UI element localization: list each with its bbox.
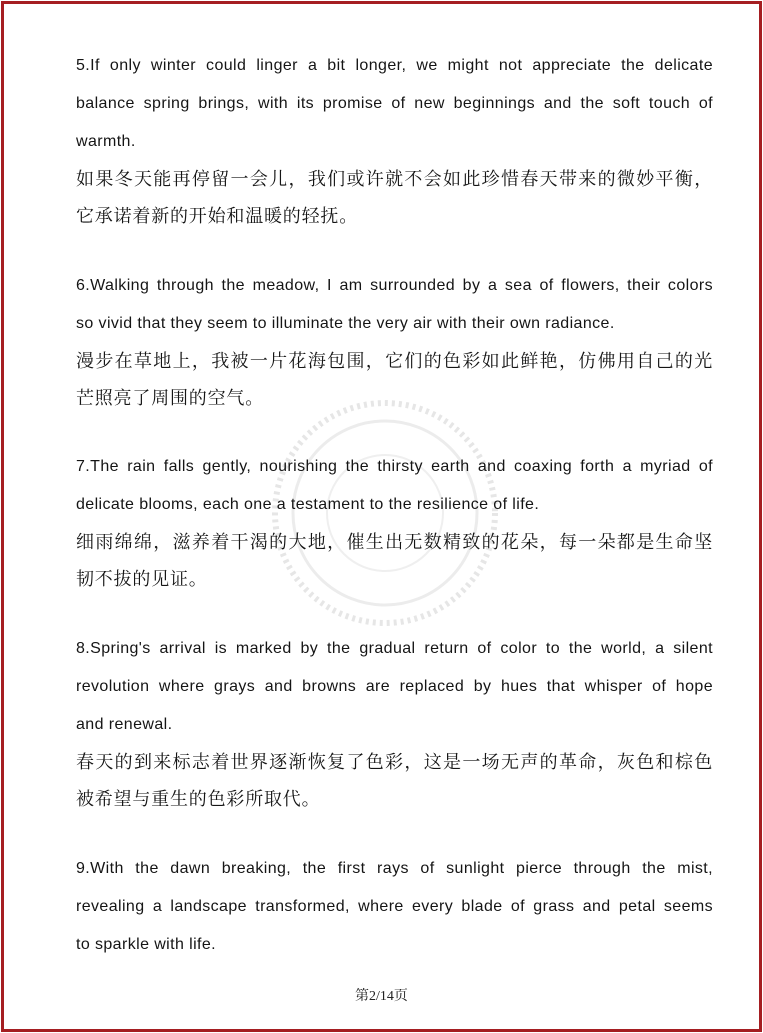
sentence-item-6 [76, 267, 713, 417]
item-5-english-line-2: balance spring brings, with its promise of new beginnings and the soft touch of [76, 95, 713, 112]
item-5-chinese-line-1: 如果冬天能再停留一会儿，我们或许就不会如此珍惜春天带来的微妙平衡， [76, 169, 713, 190]
item-6-chinese-line-2: 芒照亮了周围的空气。 [76, 388, 264, 409]
item-8-english-line-2: revolution where grays and browns are replaced by hues that whisper of hope [76, 678, 713, 695]
item-6-english-line-2: so vivid that they seem to illuminate the very air with their own radiance. [76, 315, 615, 332]
item-8-english-line-1: 8.Spring's arrival is marked by the gradual return of color to the world, a silent [76, 640, 713, 657]
item-5-english-line-3: warmth. [76, 133, 136, 150]
item-7-chinese-line-2: 韧不拔的见证。 [76, 569, 208, 590]
sentence-item-7 [76, 448, 713, 598]
page-number: 第2/14页 [355, 989, 408, 1004]
sentence-item-8 [76, 630, 713, 818]
item-7-chinese-line-1: 细雨绵绵，滋养着干渴的大地，催生出无数精致的花朵，每一朵都是生命坚 [76, 532, 713, 553]
item-5-chinese-line-2: 它承诺着新的开始和温暖的轻抚。 [76, 206, 358, 227]
item-8-chinese-line-2: 被希望与重生的色彩所取代。 [76, 789, 321, 810]
item-7-english-line-2: delicate blooms, each one a testament to the resilience of life. [76, 496, 540, 513]
sentence-item-9 [76, 850, 713, 964]
item-5-english-line-1: 5.If only winter could linger a bit longer, we might not appreciate the delicate [76, 57, 713, 74]
item-7-english-line-1: 7.The rain falls gently, nourishing the thirsty earth and coaxing forth a myriad of [76, 458, 713, 475]
item-8-chinese-line-1: 春天的到来标志着世界逐渐恢复了色彩，这是一场无声的革命，灰色和棕色 [76, 752, 713, 773]
item-9-english-line-1: 9.With the dawn breaking, the first rays of sunlight pierce through the mist, [76, 860, 713, 877]
item-6-chinese-line-1: 漫步在草地上，我被一片花海包围，它们的色彩如此鲜艳，仿佛用自己的光 [76, 351, 713, 372]
item-8-english-line-3: and renewal. [76, 716, 173, 733]
item-9-english-line-3: to sparkle with life. [76, 936, 217, 953]
item-6-english-line-1: 6.Walking through the meadow, I am surrounded by a sea of flowers, their colors [76, 277, 713, 294]
sentence-item-5 [76, 47, 713, 235]
item-9-english-line-2: revealing a landscape transformed, where every blade of grass and petal seems [76, 898, 713, 915]
